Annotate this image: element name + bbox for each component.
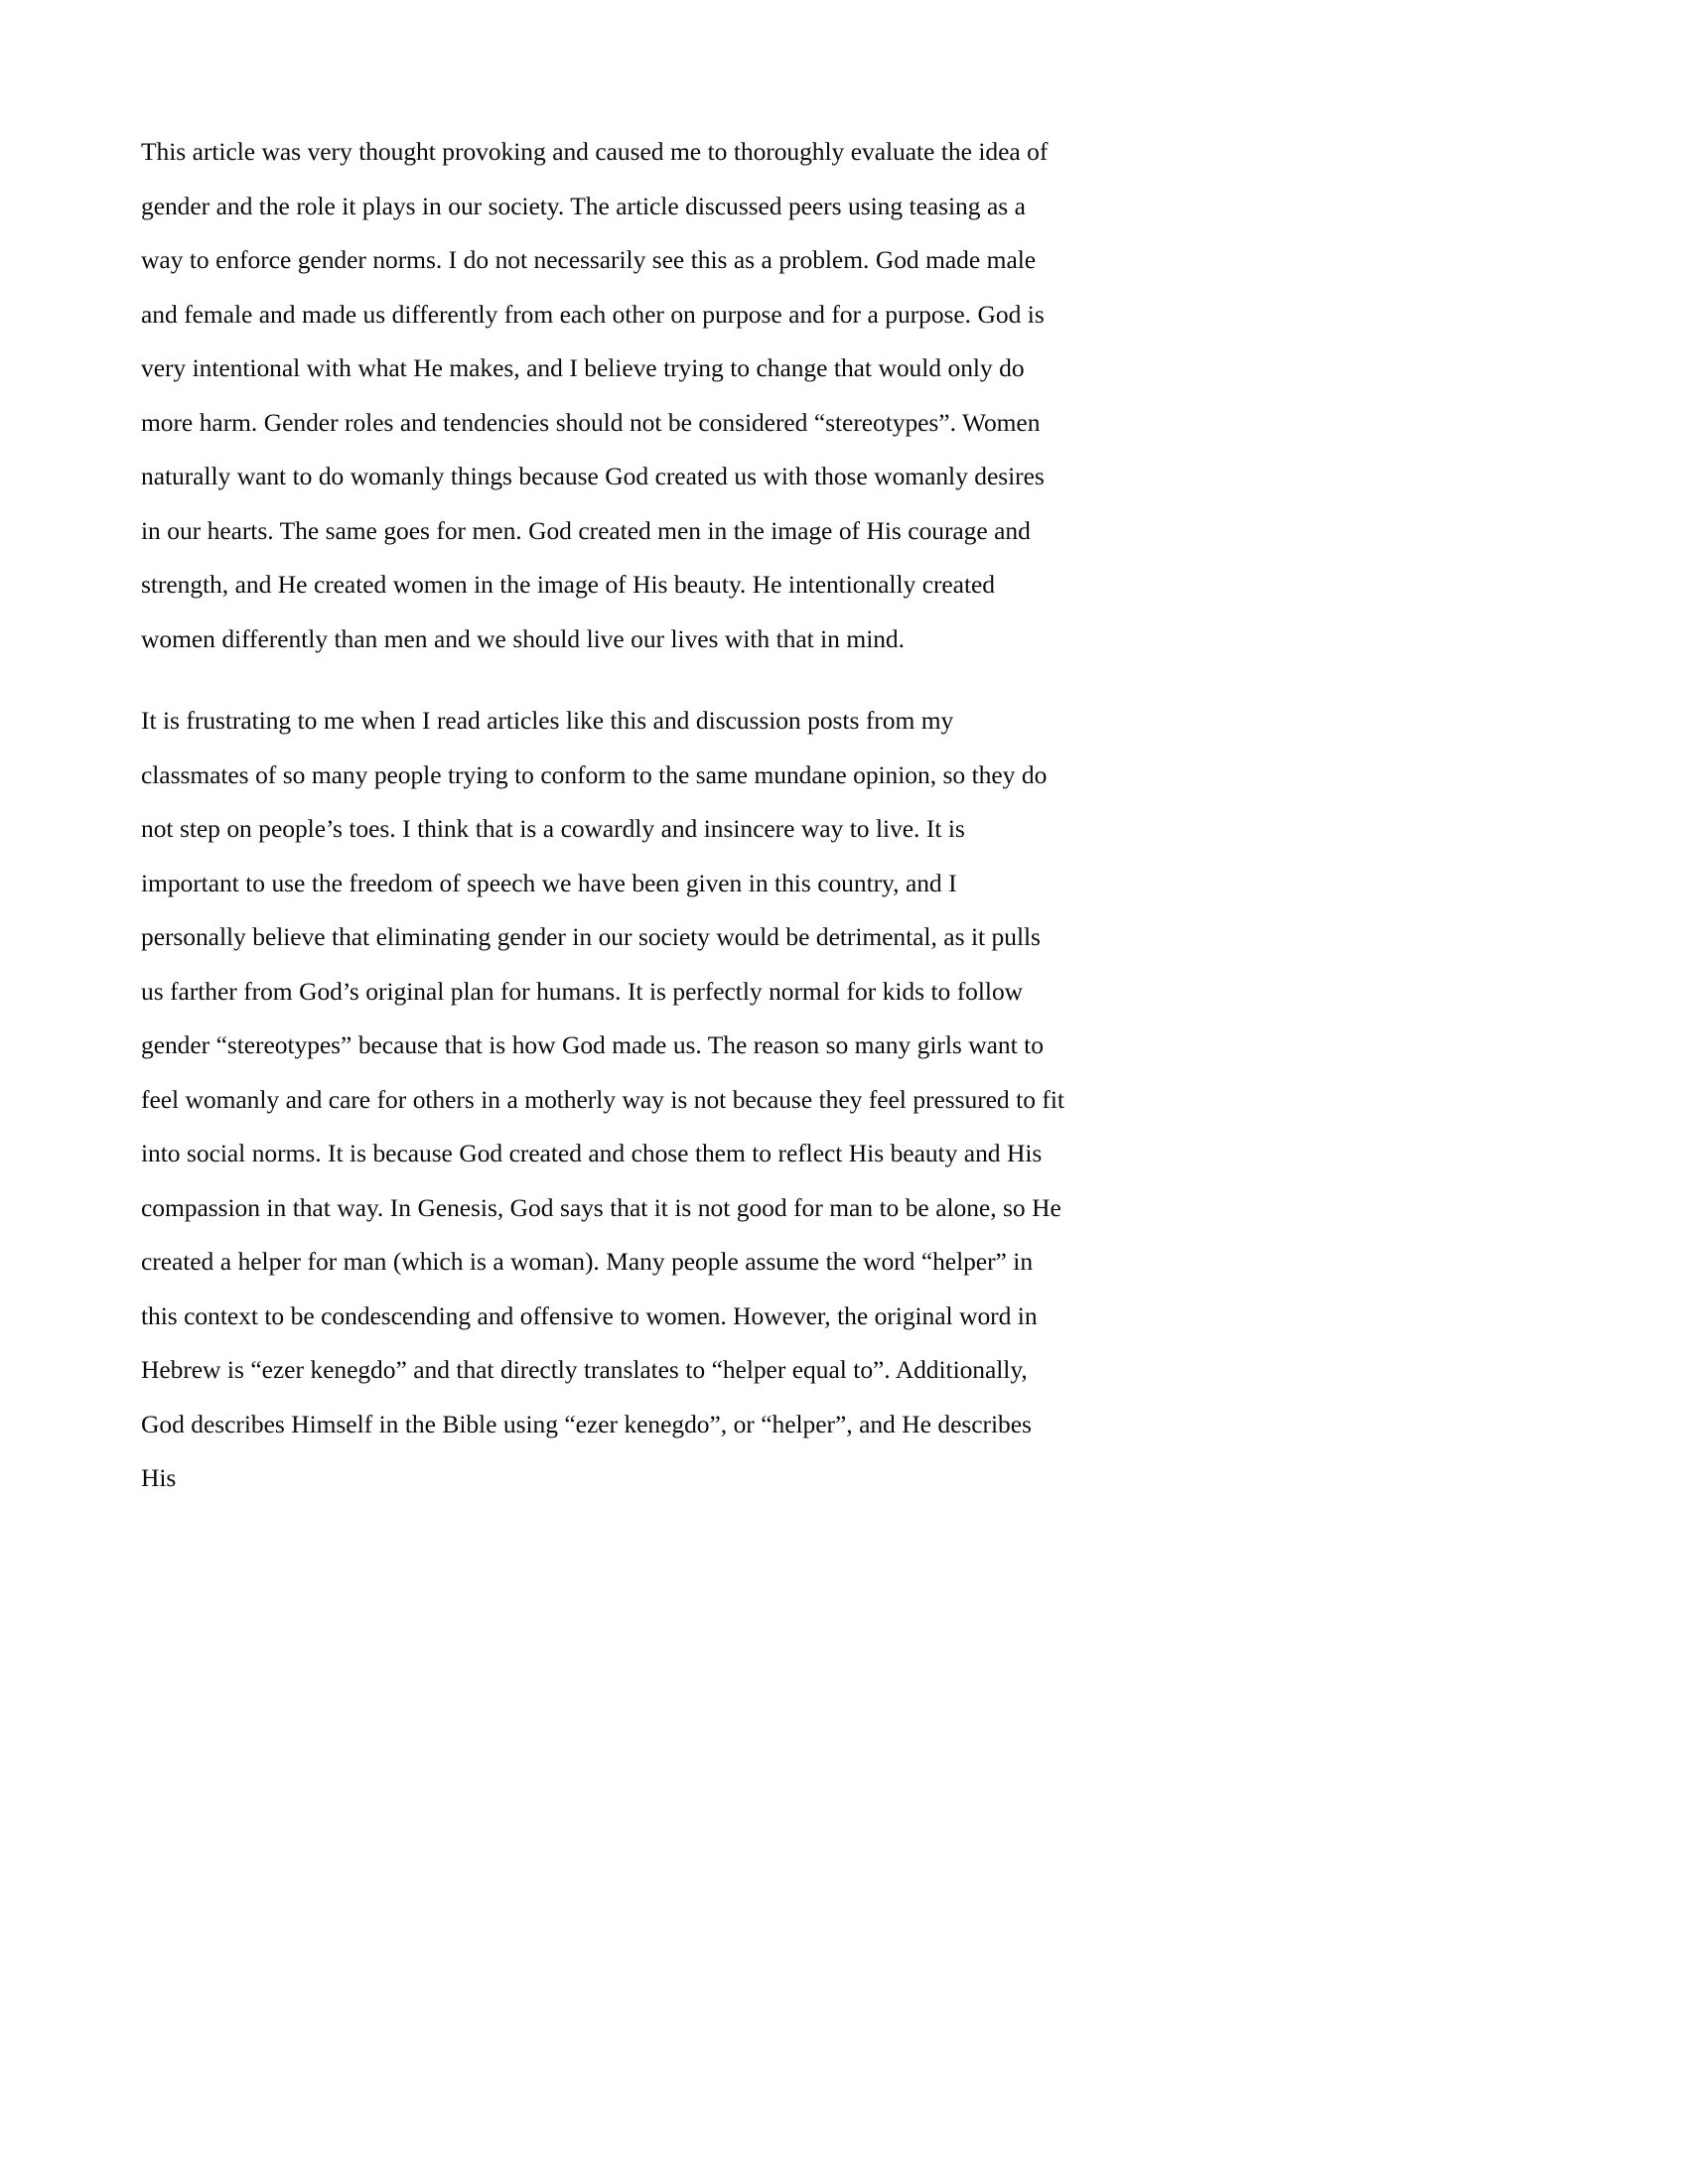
document-text-body (141, 125, 1066, 1506)
paragraph-1: This article was very thought provoking and caused me to thoroughly evaluate the idea of gender and the role it plays in our society. The article discussed peers using teasing as a way to enforce gender norms. I do not necessarily see this as a problem. God made male and female and made us differently from each other on purpose and for a purpose. God is very intentional with what He makes, and I believe trying to change that would only do more harm. Gender roles and tendencies should not be considered “stereotypes”. Women naturally want to do womanly things because God created us with those womanly desires in our hearts. The same goes for men. God created men in the image of His courage and strength, and He created women in the image of His beauty. He intentionally created women differently than men and we should live our lives with that in mind. (141, 137, 1049, 653)
paragraph-2: It is frustrating to me when I read articles like this and discussion posts from my classmates of so many people trying to conform to the same mundane opinion, so they do not step on people’s toes. I think that is a cowardly and insincere way to live. It is important to use the freedom of speech we have been given in this country, and I personally believe that eliminating gender in our society would be detrimental, as it pulls us farther from God’s original plan for humans. It is perfectly normal for kids to follow gender “stereotypes” because that is how God made us. The reason so many girls want to feel womanly and care for others in a motherly way is not because they feel pressured to fit into social norms. It is because God created and chose them to reflect His beauty and His compassion in that way. In Genesis, God says that it is not good for man to be alone, so He created a helper for man (which is a woman). Many people assume the word “helper” in this context to be condescending and offensive to women. However, the original word in Hebrew is “ezer kenegdo” and that directly translates to “helper equal to”. Additionally, God describes Himself in the Bible using “ezer kenegdo”, or “helper”, and He describes His (141, 706, 1064, 1492)
